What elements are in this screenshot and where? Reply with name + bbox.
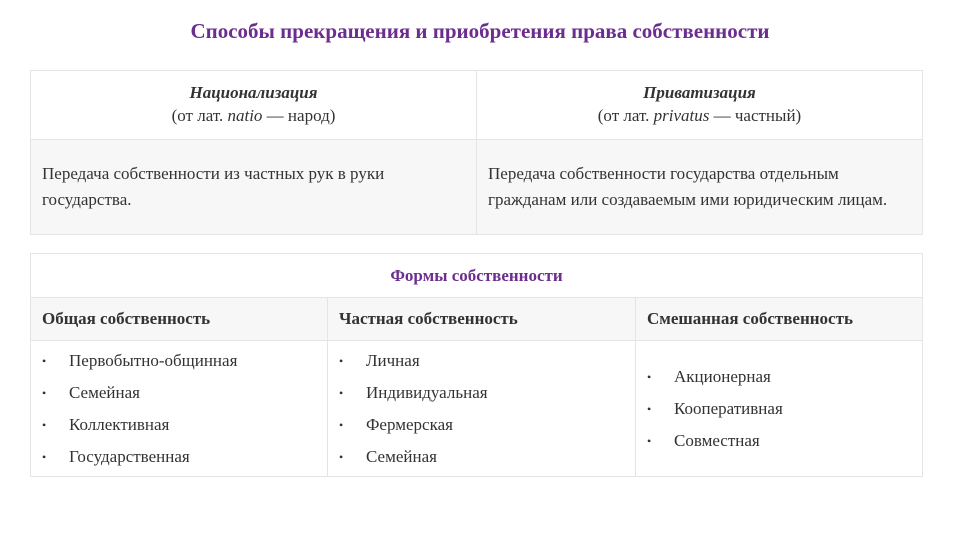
list-item	[647, 393, 783, 425]
origin-word: natio	[227, 106, 263, 125]
bullet-icon: •	[42, 353, 47, 368]
nationalization-privatization-table	[30, 70, 923, 235]
ownership-forms-table	[30, 253, 923, 477]
mixed-ownership-list	[636, 361, 783, 457]
list-item	[42, 345, 237, 377]
list-item	[647, 361, 783, 393]
bullet-icon: •	[647, 433, 652, 448]
list-item-label: Личная	[366, 350, 420, 370]
list-item-label: Кооперативная	[674, 398, 783, 418]
private-ownership-cell	[328, 341, 636, 476]
bullet-icon: •	[339, 353, 344, 368]
origin-suffix: — частный)	[709, 106, 802, 125]
nationalization-title: Национализация	[189, 83, 318, 102]
nationalization-origin	[31, 104, 476, 127]
list-item-label: Фермерская	[366, 414, 453, 434]
list-item-label: Семейная	[69, 382, 140, 402]
origin-prefix: (от лат.	[597, 106, 654, 125]
bullet-icon: •	[339, 385, 344, 400]
common-ownership-cell	[31, 341, 328, 476]
privatization-header	[477, 71, 922, 139]
page-title: Способы прекращения и приобретения права собственности	[190, 19, 770, 43]
origin-word: privatus	[653, 106, 710, 125]
list-item	[339, 409, 488, 441]
list-item	[339, 345, 488, 377]
forms-header-row	[31, 298, 922, 341]
bullet-icon: •	[42, 449, 47, 464]
list-item	[42, 441, 237, 473]
list-item-label: Индивидуальная	[366, 382, 488, 402]
list-item	[42, 377, 237, 409]
list-item	[339, 441, 488, 473]
common-ownership-header: Общая собственность	[31, 298, 328, 340]
list-item-label: Акционерная	[674, 366, 771, 386]
bullet-icon: •	[647, 369, 652, 384]
origin-prefix: (от лат.	[171, 106, 228, 125]
bullet-icon: •	[647, 401, 652, 416]
private-ownership-header: Частная собственность	[328, 298, 636, 340]
table1-header-row	[31, 71, 922, 139]
mixed-ownership-cell	[636, 341, 922, 476]
list-item	[42, 409, 237, 441]
privatization-text: Передача собственности государства отдельным гражданам или создаваемым ими юридическим лицам.	[488, 164, 888, 209]
privatization-origin	[477, 104, 922, 127]
nationalization-header	[31, 71, 477, 139]
list-item-label: Первобытно-общинная	[69, 350, 238, 370]
bullet-icon: •	[42, 417, 47, 432]
list-item-label: Коллективная	[69, 414, 170, 434]
common-ownership-list	[31, 345, 237, 473]
privatization-title: Приватизация	[643, 83, 756, 102]
nationalization-description	[31, 140, 477, 234]
nationalization-text: Передача собственности из частных рук в руки государства.	[42, 164, 385, 209]
forms-body-row	[31, 341, 922, 476]
list-item	[647, 425, 783, 457]
list-item-label: Семейная	[366, 446, 437, 466]
list-item	[339, 377, 488, 409]
mixed-ownership-header: Смешанная собственность	[647, 309, 853, 328]
bullet-icon: •	[339, 417, 344, 432]
origin-suffix: — народ)	[262, 106, 336, 125]
bullet-icon: •	[42, 385, 47, 400]
bullet-icon: •	[339, 449, 344, 464]
privatization-description	[477, 140, 922, 234]
list-item-label: Совместная	[674, 430, 760, 450]
list-item-label: Государственная	[69, 446, 190, 466]
private-ownership-list	[328, 345, 488, 473]
table1-body-row	[31, 139, 922, 234]
forms-table-title: Формы собственности	[31, 254, 922, 298]
